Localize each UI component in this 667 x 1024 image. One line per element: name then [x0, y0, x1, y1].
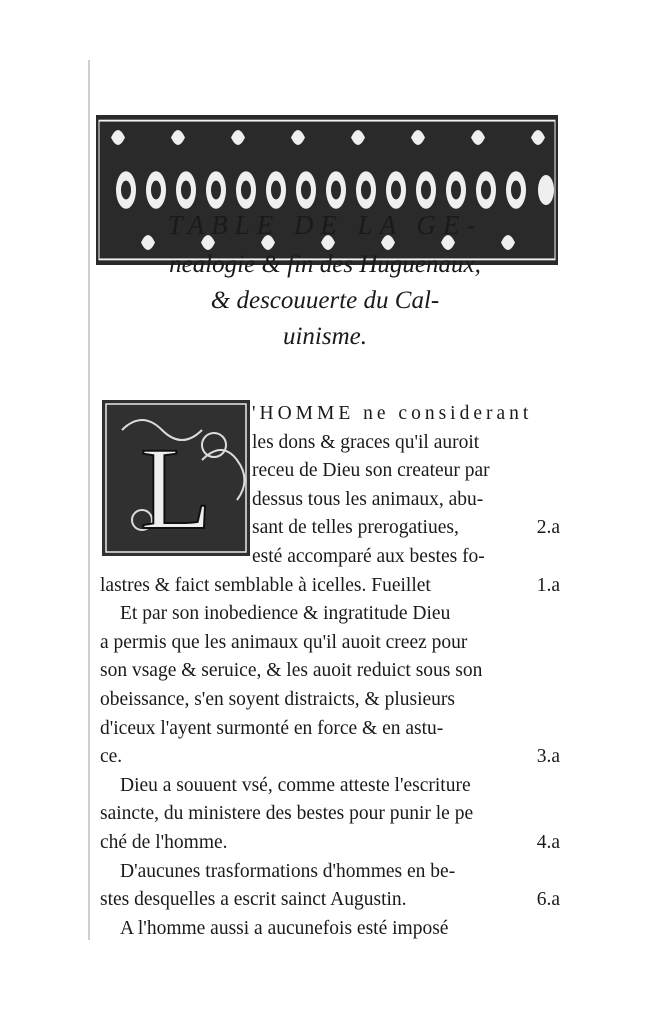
text-line: lastres & faict semblable à icelles. Fueillet 1.a — [100, 572, 560, 601]
folio-reference: 1.a — [536, 574, 560, 596]
title-block — [90, 210, 560, 355]
title-line-2: nealogie & fin des Huguenaux, — [169, 251, 481, 278]
text-line: 'HOMME ne considerant — [252, 403, 533, 424]
text-line: saincte, du ministere des bestes pour punir le pe — [100, 803, 474, 825]
text-line: son vsage & seruice, & les auoit reduict sous son — [100, 660, 483, 682]
title-line-4: uinisme. — [282, 323, 368, 350]
text-line: a permis que les animaux qu'il auoit creez pour — [100, 631, 468, 653]
text-line: d'iceux l'ayent surmonté en force & en astu- — [100, 717, 444, 739]
text-line: dessus tous les animaux, abu- — [252, 488, 484, 510]
text-line: receu de Dieu son createur par — [252, 460, 490, 482]
text-line: stes desquelles a escrit sainct Augustin. 6.a — [100, 886, 560, 915]
folio-reference: 2.a — [536, 517, 560, 539]
text-line: sant de telles prerogatiues, 2.a — [100, 514, 560, 543]
text-line: les dons & graces qu'il auroit — [252, 431, 480, 453]
folio-reference: 6.a — [536, 889, 560, 911]
text-line: Dieu a souuent vsé, comme atteste l'escriture — [120, 774, 471, 796]
text-line: D'aucunes trasformations d'hommes en be- — [120, 860, 456, 882]
book-page — [90, 70, 570, 950]
folio-reference: 4.a — [536, 831, 560, 853]
text-line: obeissance, s'en soyent distraicts, & plusieurs — [100, 688, 455, 710]
text-line: Et par son inobedience & ingratitude Dieu — [120, 603, 451, 625]
folio-reference: 3.a — [536, 746, 560, 768]
text-line: esté accomparé aux bestes fo- — [252, 545, 485, 567]
text-line: A l'homme aussi a aucunefois esté imposé — [120, 917, 449, 939]
initial-letter: L — [139, 423, 213, 554]
text-line: ché de l'homme. 4.a — [100, 829, 560, 858]
body-text — [100, 400, 560, 943]
title-line-1: TABLE DE LA GE- — [167, 210, 483, 240]
title-line-3: & descouuerte du Cal- — [210, 287, 440, 314]
text-line: ce. 3.a — [100, 743, 560, 772]
